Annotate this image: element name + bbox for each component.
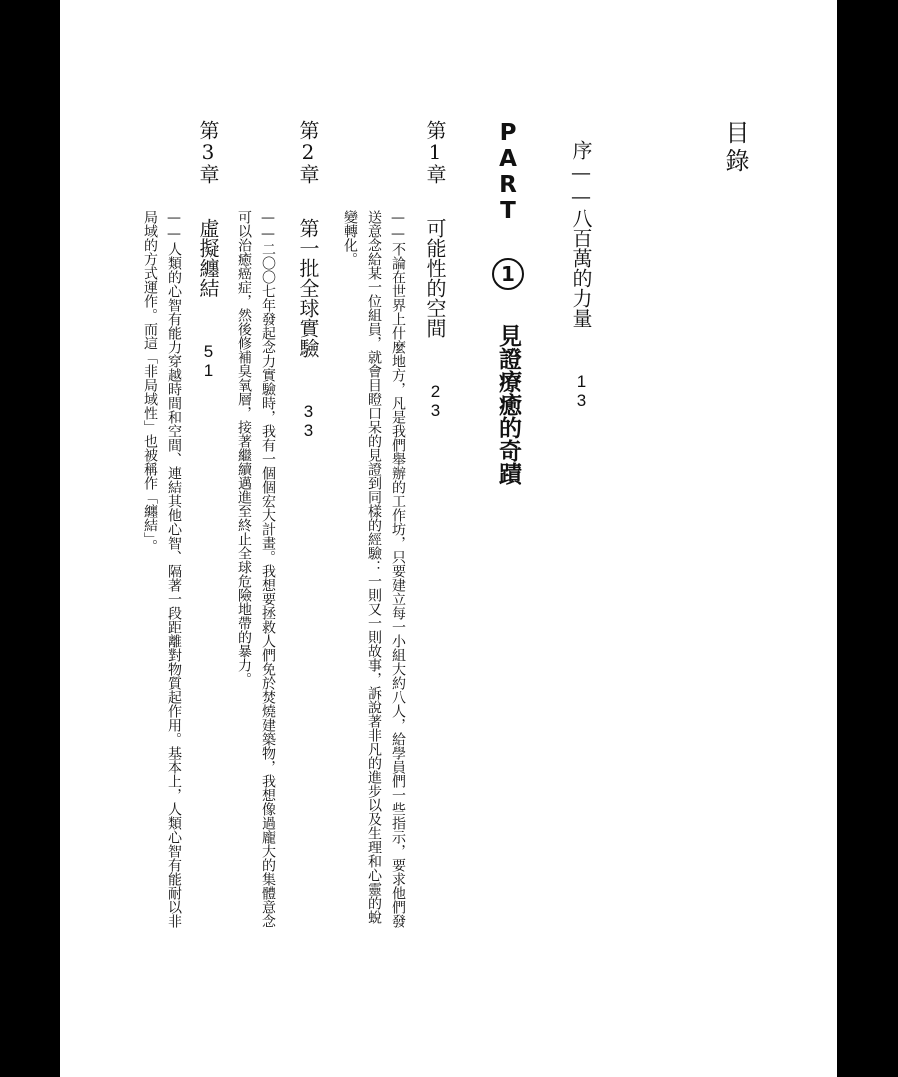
chapter-entry-3[interactable] [198, 120, 218, 380]
chapter-title: 虛擬纏結 [196, 218, 220, 298]
chapter-entry-1[interactable] [425, 120, 445, 420]
chapter-entry-2[interactable] [298, 120, 318, 440]
part-title: 見證療癒的奇蹟 [495, 324, 521, 485]
preface-page-number: 13 [572, 372, 591, 410]
part-heading [492, 120, 524, 485]
chapter-label: 第3章 [196, 120, 220, 184]
part-number-badge: 1 [492, 258, 524, 290]
chapter-page-number: 23 [426, 382, 445, 420]
preface-label: 序——八百萬的力量 [569, 140, 593, 328]
chapter-description-1: ——不論在世界上什麼地方，凡是我們舉辦的工作坊，只要建立每一小組大約八人，給學員們一些指示，要求他們發送意念給某一位組員，就會目瞪口呆的見證到同樣的經驗：一則又一則故事，訴說著非凡的進步以及生理和心靈的蛻變轉化。 [342, 210, 406, 928]
chapter-page-number: 51 [199, 342, 218, 380]
chapter-title: 可能性的空間 [423, 218, 447, 338]
chapter-title: 第一批全球實驗 [296, 218, 320, 358]
book-page [60, 0, 837, 1077]
chapter-page-number: 33 [299, 402, 318, 440]
chapter-description-3: ——人類的心智有能力穿越時間和空間、連結其他心智、隔著一段距離對物質起作用。基本上，人類心智有能耐以非局域的方式運作。而這「非局域性」也被稱作「纏結」。 [142, 210, 182, 928]
chapter-label: 第2章 [296, 120, 320, 184]
preface-entry[interactable] [571, 140, 591, 410]
part-label: PART [495, 120, 521, 224]
chapter-description-2: ——二〇〇七年發起念力實驗時，我有一個個宏大計畫。我想要拯救人們免於焚燒建築物，我想像過龐大的集體意念可以治癒癌症，然後修補臭氧層，接著繼續邁進至終止全球危險地帶的暴力。 [236, 210, 276, 928]
toc-title: 目錄 [721, 120, 749, 176]
chapter-label: 第1章 [423, 120, 447, 184]
